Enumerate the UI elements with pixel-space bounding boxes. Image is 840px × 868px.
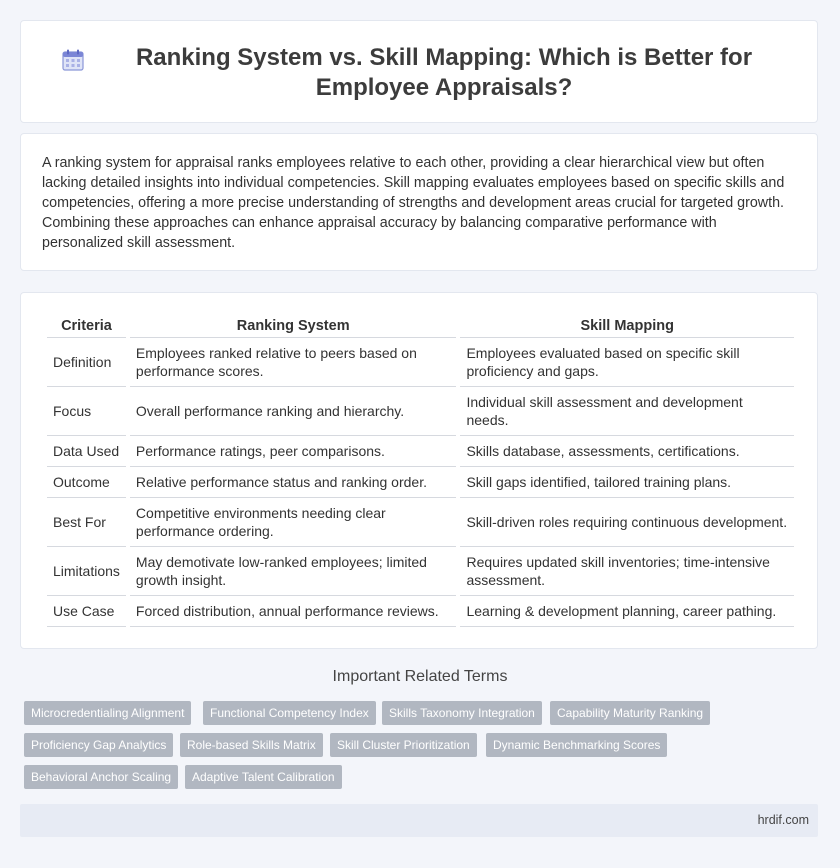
header-criteria: Criteria: [47, 316, 126, 338]
table-header-row: [47, 316, 794, 338]
skill-cell: Requires updated skill inventories; time-intensive assessment.: [460, 547, 794, 596]
table-row: [47, 467, 794, 498]
ranking-cell: May demotivate low-ranked employees; limited growth insight.: [130, 547, 457, 596]
related-term-tag[interactable]: Role-based Skills Matrix: [180, 733, 323, 757]
skill-cell: Skill gaps identified, tailored training plans.: [460, 467, 794, 498]
ranking-cell: Employees ranked relative to peers based on performance scores.: [130, 338, 457, 387]
header-skill-mapping: Skill Mapping: [460, 316, 794, 338]
intro-paragraph: A ranking system for appraisal ranks employees relative to each other, providing a clear hierarchical view but often lacking detailed insights into individual competencies. Skill mapping evaluates employees based on specific skills and competencies, offering a more precise understanding of strengths and development areas crucial for targeted growth. Combining these approaches can enhance appraisal accuracy by balancing comparative performance with personalized skill assessment.: [42, 155, 785, 251]
footer: [20, 804, 818, 837]
skill-cell: Skills database, assessments, certifications.: [460, 436, 794, 467]
ranking-cell: Competitive environments needing clear performance ordering.: [130, 498, 457, 547]
skill-cell: Employees evaluated based on specific skill proficiency and gaps.: [460, 338, 794, 387]
skill-cell: Individual skill assessment and development needs.: [460, 387, 794, 436]
related-term-tag[interactable]: Capability Maturity Ranking: [550, 701, 710, 725]
related-term-tag[interactable]: Skill Cluster Prioritization: [330, 733, 477, 757]
intro-card: [20, 133, 818, 271]
related-term-tag[interactable]: Dynamic Benchmarking Scores: [486, 733, 667, 757]
ranking-cell: Relative performance status and ranking order.: [130, 467, 457, 498]
criteria-cell: Outcome: [47, 467, 126, 498]
criteria-cell: Data Used: [47, 436, 126, 467]
criteria-cell: Use Case: [47, 596, 126, 627]
skill-cell: Skill-driven roles requiring continuous development.: [460, 498, 794, 547]
criteria-cell: Focus: [47, 387, 126, 436]
related-term-tag[interactable]: Proficiency Gap Analytics: [24, 733, 173, 757]
related-term-tag[interactable]: Functional Competency Index: [203, 701, 376, 725]
related-terms-heading: Important Related Terms: [332, 668, 508, 685]
table-row: [47, 498, 794, 547]
table-row: [47, 436, 794, 467]
criteria-cell: Definition: [47, 338, 126, 387]
header-ranking-system: Ranking System: [130, 316, 457, 338]
related-term-tag[interactable]: Adaptive Talent Calibration: [185, 765, 342, 789]
page-title: Ranking System vs. Skill Mapping: Which is Better for Employee Appraisals?: [135, 44, 753, 101]
site-credit[interactable]: hrdif.com: [757, 813, 809, 827]
ranking-cell: Forced distribution, annual performance reviews.: [130, 596, 457, 627]
table-row: [47, 547, 794, 596]
comparison-card: [20, 292, 818, 649]
ranking-cell: Performance ratings, peer comparisons.: [130, 436, 457, 467]
criteria-cell: Limitations: [47, 547, 126, 596]
ranking-cell: Overall performance ranking and hierarchy.: [130, 387, 457, 436]
related-term-tag[interactable]: Behavioral Anchor Scaling: [24, 765, 178, 789]
related-term-tag[interactable]: Skills Taxonomy Integration: [382, 701, 542, 725]
related-term-tag[interactable]: Microcredentialing Alignment: [24, 701, 191, 725]
skill-cell: Learning & development planning, career pathing.: [460, 596, 794, 627]
table-row: [47, 596, 794, 627]
title-card: [20, 20, 818, 123]
criteria-cell: Best For: [47, 498, 126, 547]
table-row: [47, 387, 794, 436]
table-row: [47, 338, 794, 387]
comparison-table: [43, 316, 798, 627]
